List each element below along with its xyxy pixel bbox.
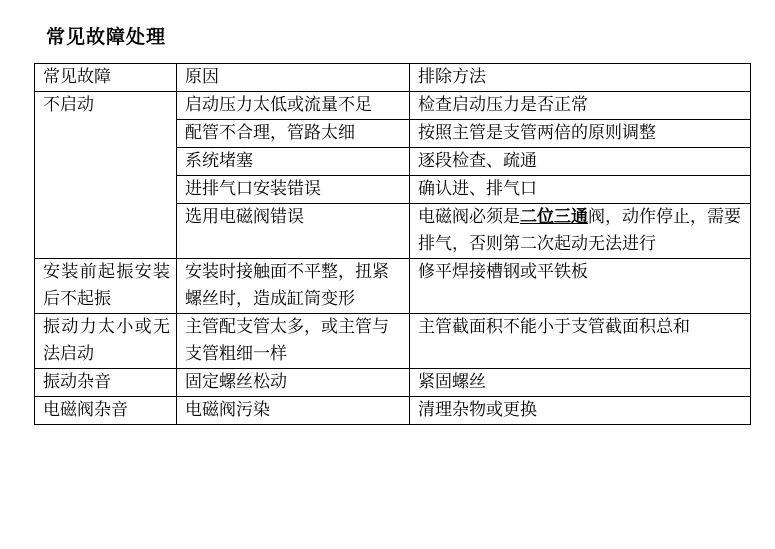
fault-table — [34, 63, 751, 425]
fault-cell: 振动力太小或无法启动 — [35, 314, 177, 369]
page-title: 常见故障处理 — [46, 26, 167, 48]
remedy-cell: 紧固螺丝 — [410, 369, 751, 397]
remedy-cell: 检查启动压力是否正常 — [410, 92, 751, 120]
cause-cell: 安装时接触面不平整，扭紧螺丝时，造成缸筒变形 — [177, 259, 410, 314]
table-row — [35, 397, 751, 425]
cause-cell: 电磁阀污染 — [177, 397, 410, 425]
remedy-cell: 确认进、排气口 — [410, 176, 751, 204]
table-row — [35, 314, 751, 369]
header-remedy: 排除方法 — [410, 64, 751, 92]
remedy-cell: 主管截面积不能小于支管截面积总和 — [410, 314, 751, 369]
fault-cell: 不启动 — [35, 92, 177, 259]
remedy-cell: 修平焊接槽钢或平铁板 — [410, 259, 751, 314]
remedy-text: 阀，动作停止，需要排气，否则第二次起动无法进行 — [418, 207, 741, 254]
header-cause: 原因 — [177, 64, 410, 92]
cause-cell: 配管不合理，管路太细 — [177, 120, 410, 148]
table-row — [35, 92, 751, 120]
cause-cell: 启动压力太低或流量不足 — [177, 92, 410, 120]
cause-cell: 固定螺丝松动 — [177, 369, 410, 397]
remedy-cell: 清理杂物或更换 — [410, 397, 751, 425]
remedy-cell: 逐段检查、疏通 — [410, 148, 751, 176]
table-header-row — [35, 64, 751, 92]
table-row — [35, 369, 751, 397]
cause-cell: 主管配支管太多，或主管与支管粗细一样 — [177, 314, 410, 369]
cause-cell: 系统堵塞 — [177, 148, 410, 176]
remedy-cell — [410, 204, 751, 259]
remedy-text: 电磁阀必须是 — [418, 207, 520, 227]
table-row — [35, 259, 751, 314]
fault-cell: 振动杂音 — [35, 369, 177, 397]
cause-cell: 选用电磁阀错误 — [177, 204, 410, 259]
header-fault: 常见故障 — [35, 64, 177, 92]
remedy-cell: 按照主管是支管两倍的原则调整 — [410, 120, 751, 148]
remedy-emphasis: 二位三通 — [520, 207, 588, 227]
cause-cell: 进排气口安装错误 — [177, 176, 410, 204]
fault-cell: 电磁阀杂音 — [35, 397, 177, 425]
fault-cell: 安装前起振安装后不起振 — [35, 259, 177, 314]
